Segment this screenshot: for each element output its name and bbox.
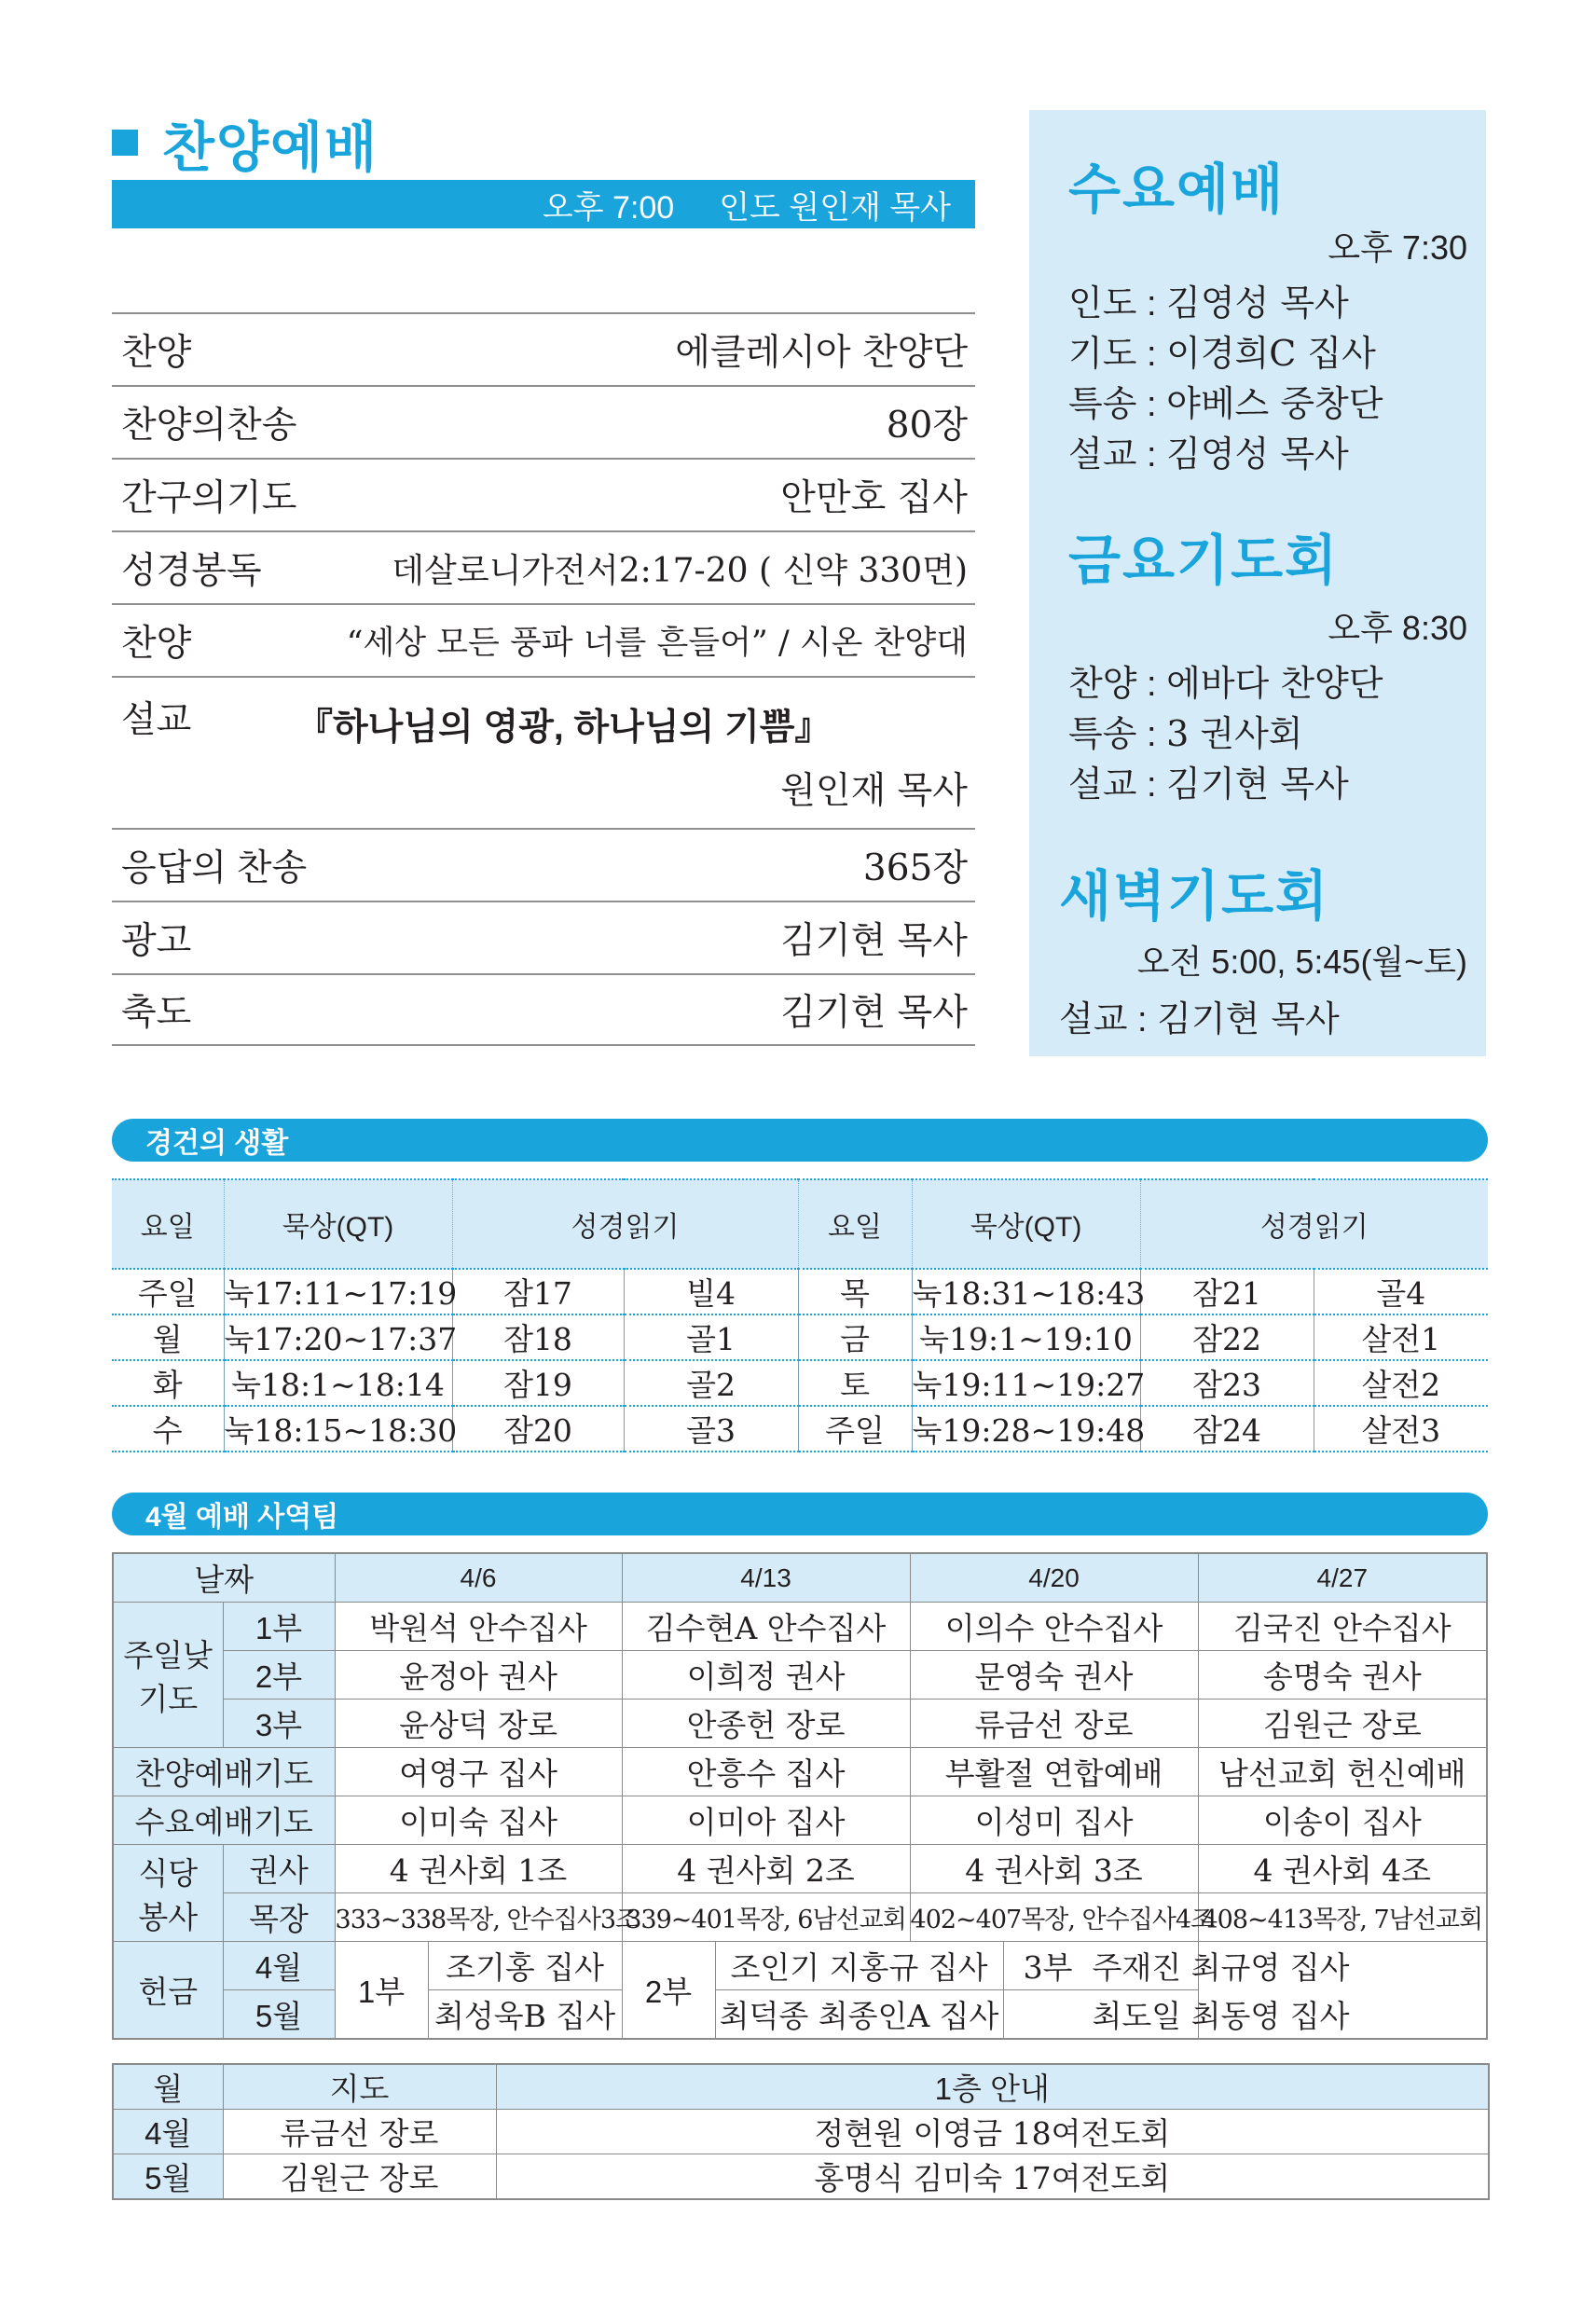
wed-prayer-label: 수요예배기도 xyxy=(113,1796,335,1845)
cell: 문영숙 권사 xyxy=(910,1651,1198,1700)
col-header: 요일 xyxy=(798,1179,912,1269)
service-line: 설교 : 김영성 목사 xyxy=(1068,434,1349,475)
cell: 339~401목장, 6남선교회 xyxy=(622,1893,910,1942)
cell: 류금선 장로 xyxy=(910,1700,1198,1748)
offering-3-cell: 3부 주재진 최규영 집사 xyxy=(1003,1942,1198,1990)
ministry-team-table xyxy=(112,1552,1488,2040)
order-value: 데살로니가전서2:17-20 ( 신약 330면) xyxy=(392,551,968,590)
cell: 홍명식 김미숙 17여전도회 xyxy=(496,2154,1489,2200)
cell: 안종헌 장로 xyxy=(622,1700,910,1748)
col-header: 월 xyxy=(113,2064,223,2110)
cell: 눅18:15~18:30 xyxy=(224,1406,452,1452)
order-label: 축도 xyxy=(121,993,192,1033)
cell: 주일 xyxy=(798,1406,912,1452)
cell: 눅18:1~18:14 xyxy=(224,1360,452,1406)
cell: 4 권사회 2조 xyxy=(622,1845,910,1893)
col-header: 1층 안내 xyxy=(496,2064,1489,2110)
part-label: 2부 xyxy=(622,1942,715,2040)
order-value: 에클레시아 찬양단 xyxy=(675,332,968,374)
cell: 금 xyxy=(798,1314,912,1360)
table-row xyxy=(113,2154,1489,2200)
service-line: 특송 : 3 권사회 xyxy=(1068,713,1303,754)
order-label: 찬양 xyxy=(121,333,192,373)
order-row xyxy=(112,530,975,603)
order-label: 찬양의찬송 xyxy=(121,406,297,446)
part-label: 목장 xyxy=(223,1893,335,1942)
cell: 월 xyxy=(112,1314,224,1360)
cell: 수 xyxy=(112,1406,224,1452)
cell: 살전2 xyxy=(1314,1360,1488,1406)
order-label: 응답의 찬송 xyxy=(121,848,308,888)
cell: 골3 xyxy=(624,1406,798,1452)
date-header: 4/13 xyxy=(622,1553,910,1603)
sermon-label: 설교 xyxy=(121,700,192,740)
praise-leader: 인도 원인재 목사 xyxy=(719,189,951,226)
table-row xyxy=(112,1314,1488,1360)
date-header: 4/27 xyxy=(1198,1553,1487,1603)
table-row xyxy=(113,1990,1487,2040)
order-row xyxy=(112,458,975,530)
col-header: 묵상(QT) xyxy=(912,1179,1140,1269)
order-value: 김기현 목사 xyxy=(780,920,968,962)
service-line: 특송 : 야베스 중창단 xyxy=(1068,383,1383,424)
service-line: 기도 : 이경희C 집사 xyxy=(1068,333,1376,374)
table-row xyxy=(112,1406,1488,1452)
cell: 여영구 집사 xyxy=(335,1748,622,1796)
cell: 토 xyxy=(798,1360,912,1406)
cell: 잠19 xyxy=(452,1360,624,1406)
cell: 골2 xyxy=(624,1360,798,1406)
cell: 살전3 xyxy=(1314,1406,1488,1452)
order-row xyxy=(112,828,975,901)
wednesday-service-time: 오후 7:30 xyxy=(1328,228,1467,267)
table-row xyxy=(113,1845,1487,1893)
table-row xyxy=(113,1553,1487,1603)
cell: 빌4 xyxy=(624,1269,798,1314)
cell: 333~338목장, 안수집사3조 xyxy=(335,1893,622,1942)
table-row xyxy=(113,1748,1487,1796)
cell: 4 권사회 4조 xyxy=(1198,1845,1487,1893)
order-row xyxy=(112,901,975,973)
friday-prayer-time: 오후 8:30 xyxy=(1328,609,1467,647)
cell: 남선교회 헌신예배 xyxy=(1198,1748,1487,1796)
order-label: 광고 xyxy=(121,921,192,961)
offering-3-cell: 최도일 최동영 집사 xyxy=(1003,1990,1198,2040)
part-label: 권사 xyxy=(223,1845,335,1893)
order-value: 365장 xyxy=(862,847,968,889)
cell: 408~413목장, 7남선교회 xyxy=(1198,1893,1487,1942)
guide-table xyxy=(112,2063,1490,2200)
cell: 이성미 집사 xyxy=(910,1796,1198,1845)
order-row xyxy=(112,312,975,385)
cell: 이의수 안수집사 xyxy=(910,1603,1198,1651)
cell: 골1 xyxy=(624,1314,798,1360)
table-row xyxy=(113,1651,1487,1700)
cell: 윤상덕 장로 xyxy=(335,1700,622,1748)
cell: 잠20 xyxy=(452,1406,624,1452)
devotion-table xyxy=(112,1178,1488,1452)
service-line: 설교 : 김기현 목사 xyxy=(1059,998,1340,1039)
cell: 잠18 xyxy=(452,1314,624,1360)
col-header: 요일 xyxy=(112,1179,224,1269)
worship-order xyxy=(112,312,975,1046)
cell: 윤정아 권사 xyxy=(335,1651,622,1700)
praise-prayer-label: 찬양예배기도 xyxy=(113,1748,335,1796)
cell: 조인기 지홍규 집사 xyxy=(715,1942,1003,1990)
order-value: 80장 xyxy=(886,405,968,447)
cell: 정현원 이영금 18여전도회 xyxy=(496,2110,1489,2154)
order-label: 간구의기도 xyxy=(121,478,297,518)
cell: 눅19:1~19:10 xyxy=(912,1314,1140,1360)
cell: 4 권사회 1조 xyxy=(335,1845,622,1893)
cell: 김원근 장로 xyxy=(1198,1700,1487,1748)
order-value: 안만호 집사 xyxy=(780,477,968,519)
cell: 눅17:11~17:19 xyxy=(224,1269,452,1314)
date-label: 날짜 xyxy=(113,1553,335,1603)
month-label: 5월 xyxy=(223,1990,335,2040)
cell: 잠23 xyxy=(1140,1360,1314,1406)
cell: 최성욱B 집사 xyxy=(428,1990,622,2040)
friday-prayer-title: 금요기도회 xyxy=(1068,530,1340,591)
order-label: 성경봉독 xyxy=(121,551,262,591)
square-bullet-icon xyxy=(112,130,138,156)
table-row xyxy=(112,1269,1488,1314)
table-row xyxy=(113,2110,1489,2154)
cell: 조기홍 집사 xyxy=(428,1942,622,1990)
offering-label: 헌금 xyxy=(113,1942,223,2040)
dawn-prayer-title: 새벽기도회 xyxy=(1059,866,1330,927)
col-header: 묵상(QT) xyxy=(224,1179,452,1269)
dawn-prayer-time: 오전 5:00, 5:45(월~토) xyxy=(1136,943,1467,981)
sunday-prayer-label: 주일낮 기도 xyxy=(113,1603,223,1748)
cell: 이미아 집사 xyxy=(622,1796,910,1845)
cell: 이희정 권사 xyxy=(622,1651,910,1700)
cell: 이송이 집사 xyxy=(1198,1796,1487,1845)
cell: 눅17:20~17:37 xyxy=(224,1314,452,1360)
table-row xyxy=(112,1360,1488,1406)
cell: 부활절 연합예배 xyxy=(910,1748,1198,1796)
date-header: 4/6 xyxy=(335,1553,622,1603)
col-header: 성경읽기 xyxy=(1140,1179,1488,1269)
cell: 눅18:31~18:43 xyxy=(912,1269,1140,1314)
cell: 잠22 xyxy=(1140,1314,1314,1360)
cell: 목 xyxy=(798,1269,912,1314)
cell: 이미숙 집사 xyxy=(335,1796,622,1845)
cell: 안흥수 집사 xyxy=(622,1748,910,1796)
praise-time: 오후 7:00 xyxy=(542,189,675,226)
cell: 잠17 xyxy=(452,1269,624,1314)
cell: 잠21 xyxy=(1140,1269,1314,1314)
cell: 김원근 장로 xyxy=(223,2154,496,2200)
month-label: 5월 xyxy=(113,2154,223,2200)
cell: 박원석 안수집사 xyxy=(335,1603,622,1651)
service-line: 설교 : 김기현 목사 xyxy=(1068,764,1349,805)
month-label: 4월 xyxy=(223,1942,335,1990)
cell: 살전1 xyxy=(1314,1314,1488,1360)
praise-worship-bar xyxy=(112,180,975,228)
part-label: 1부 xyxy=(335,1942,428,2040)
cell: 주일 xyxy=(112,1269,224,1314)
col-header: 지도 xyxy=(223,2064,496,2110)
cell: 잠24 xyxy=(1140,1406,1314,1452)
table-row xyxy=(113,1700,1487,1748)
month-label: 4월 xyxy=(113,2110,223,2154)
cell: 402~407목장, 안수집사4조 xyxy=(910,1893,1198,1942)
order-value: “세상 모든 풍파 너를 흔들어” / 시온 찬양대 xyxy=(346,625,968,662)
cell: 눅19:28~19:48 xyxy=(912,1406,1140,1452)
part-label: 2부 xyxy=(223,1651,335,1700)
order-row xyxy=(112,603,975,676)
date-header: 4/20 xyxy=(910,1553,1198,1603)
part-label: 3부 xyxy=(223,1700,335,1748)
service-line: 인도 : 김영성 목사 xyxy=(1068,282,1349,323)
cell: 4 권사회 3조 xyxy=(910,1845,1198,1893)
sermon-preacher: 원인재 목사 xyxy=(780,770,968,812)
ministry-team-header: 4월 예배 사역팀 xyxy=(112,1493,1488,1535)
col-header: 성경읽기 xyxy=(452,1179,798,1269)
part-label: 1부 xyxy=(223,1603,335,1651)
cell: 류금선 장로 xyxy=(223,2110,496,2154)
cell: 송명숙 권사 xyxy=(1198,1651,1487,1700)
wednesday-service-title: 수요예배 xyxy=(1068,159,1286,220)
devotion-header: 경건의 생활 xyxy=(112,1119,1488,1162)
cell: 김국진 안수집사 xyxy=(1198,1603,1487,1651)
praise-worship-title: 찬양예배 xyxy=(162,117,379,178)
table-row xyxy=(113,1942,1487,1990)
cell: 김수현A 안수집사 xyxy=(622,1603,910,1651)
order-row xyxy=(112,385,975,458)
devotion-header-row xyxy=(112,1179,1488,1269)
sermon-row xyxy=(112,676,975,828)
order-row xyxy=(112,973,975,1046)
praise-worship-heading xyxy=(112,110,379,178)
table-row xyxy=(113,1796,1487,1845)
cell: 최덕종 최종인A 집사 xyxy=(715,1990,1003,2040)
weekly-services-box xyxy=(1029,110,1486,1056)
table-row xyxy=(113,1603,1487,1651)
cell: 골4 xyxy=(1314,1269,1488,1314)
order-label: 찬양 xyxy=(121,624,192,664)
cell: 화 xyxy=(112,1360,224,1406)
order-value: 김기현 목사 xyxy=(780,992,968,1034)
table-row xyxy=(113,2064,1489,2110)
table-row xyxy=(113,1893,1487,1942)
cafeteria-label: 식당 봉사 xyxy=(113,1845,223,1942)
service-line: 찬양 : 에바다 찬양단 xyxy=(1068,663,1383,704)
sermon-title: 『하나님의 영광, 하나님의 기쁨』 xyxy=(296,708,832,748)
cell: 눅19:11~19:27 xyxy=(912,1360,1140,1406)
